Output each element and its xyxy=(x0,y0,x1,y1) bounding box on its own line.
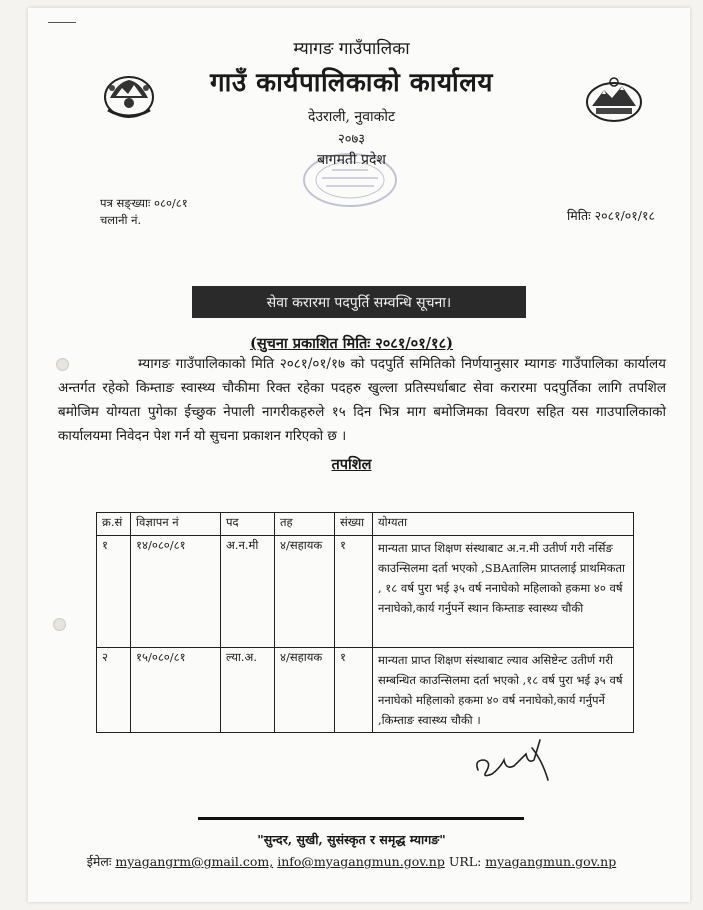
header-qualification: योग्यता xyxy=(373,513,634,536)
cell-qualification: मान्यता प्राप्त शिक्षण संस्थाबाट अ.न.मी उतीर्ण गरी नर्सिङ काउन्सिलमा दर्ता भएको ,SBAतालिम प्राप्तलाई प्राथमिकता , १८ वर्ष पुरा भई ३५ वर्ष ननाघेको महिलाको हकमा ४० वर्ष ननाघेको,कार्य गर्नुपर्ने स्थान किम्ताङ स्वास्थ्य चौकी xyxy=(373,536,634,648)
letter-number: पत्र सङ्ख्याः ०८०/८१ xyxy=(100,196,188,210)
cell-serial: २ xyxy=(97,648,131,733)
notice-body: म्यागङ गाउँपालिकाको मिति २०८१/०१/१७ को पदपुर्ति समितिको निर्णयानुसार म्यागङ गाउँपालिका कार्यालय अन्तर्गत रहेको किम्ताङ स्वास्थ्य चौकीमा रिक्त रहेका पदहरु खुल्ला प्रतिस्पर्धाबाट सेवा करारमा पदपुर्तिका लागि तपशिल बमोजिम योग्यता पुगेका ईच्छुक नेपाली नागरीकहरुले १५ दिन भित्र माग बमोजिमका विवरण सहित यस गाउपालिकाको कार्यालयमा निवेदन पेश गर्न यो सुचना प्रकाशन गरिएको छ । xyxy=(58,356,666,444)
vacancy-table xyxy=(96,512,634,733)
email-link-info[interactable]: info@myagangmun.gov.np xyxy=(277,854,445,869)
establishment-year: २०७३ xyxy=(337,132,366,147)
cell-advert-no: १५/०८०/८१ xyxy=(131,648,221,733)
details-heading: तपशिल xyxy=(331,456,372,473)
dispatch-number: चलानी नं. xyxy=(100,213,142,227)
table-row xyxy=(97,648,634,733)
signature-icon xyxy=(470,730,560,790)
cell-level: ४/सहायक xyxy=(275,648,335,733)
office-name: गाउँ कार्यपालिकाको कार्यालय xyxy=(210,68,493,98)
email-label: ईमेलः xyxy=(86,854,112,869)
corner-mark xyxy=(48,22,76,23)
office-address: देउराली, नुवाकोट xyxy=(307,109,396,125)
notice-title: सेवा करारमा पदपुर्ति सम्वन्धि सूचना। xyxy=(266,294,452,311)
reference-block xyxy=(100,195,188,229)
url-label: URL: xyxy=(448,854,482,869)
cell-advert-no: १४/०८०/८१ xyxy=(131,536,221,648)
cell-serial: १ xyxy=(97,536,131,648)
cell-post: ल्या.अ. xyxy=(221,648,275,733)
header-level: तह xyxy=(275,513,335,536)
footer-contact xyxy=(0,853,703,870)
cell-count: १ xyxy=(335,648,373,733)
footer-divider xyxy=(198,817,524,820)
header-post: पद xyxy=(221,513,275,536)
punch-hole xyxy=(53,618,66,631)
header-advert-no: विज्ञापन नं xyxy=(131,513,221,536)
cell-post: अ.न.मी xyxy=(221,536,275,648)
header-count: संख्या xyxy=(335,513,373,536)
cell-qualification: मान्यता प्राप्त शिक्षण संस्थाबाट ल्याव असिष्टेन्ट उतीर्ण गरी सम्बन्धित काउन्सिलमा दर्ता भएको ,१८ वर्ष पुरा भई ३५ वर्ष ननाघेको महिलाको हकमा ४० वर्ष ननाघेको,कार्य गर्नुपर्ने ,किम्ताङ स्वास्थ्य चौकी । xyxy=(373,648,634,733)
cell-level: ४/सहायक xyxy=(275,536,335,648)
website-link[interactable]: myagangmun.gov.np xyxy=(485,854,617,869)
email-link-primary[interactable]: myagangrm@gmail.com, xyxy=(115,854,274,869)
cell-count: १ xyxy=(335,536,373,648)
punch-hole xyxy=(56,358,69,371)
municipality-name: म्यागङ गाउँपालिका xyxy=(293,39,410,59)
header-serial: क्र.सं xyxy=(97,513,131,536)
table-header-row xyxy=(97,513,634,536)
notice-title-banner xyxy=(192,286,526,318)
publication-date: (सुचना प्रकाशित मितिः २०८१/०१/१८) xyxy=(250,335,453,352)
letter-date: मितिः २०८१/०१/१८ xyxy=(567,208,655,223)
letterhead xyxy=(0,36,703,169)
province-name: बागमती प्रदेश xyxy=(317,152,386,168)
table-row xyxy=(97,536,634,648)
footer-slogan: "सुन्दर, सुखी, सुसंस्कृत र समृद्ध म्यागङ" xyxy=(257,832,446,847)
